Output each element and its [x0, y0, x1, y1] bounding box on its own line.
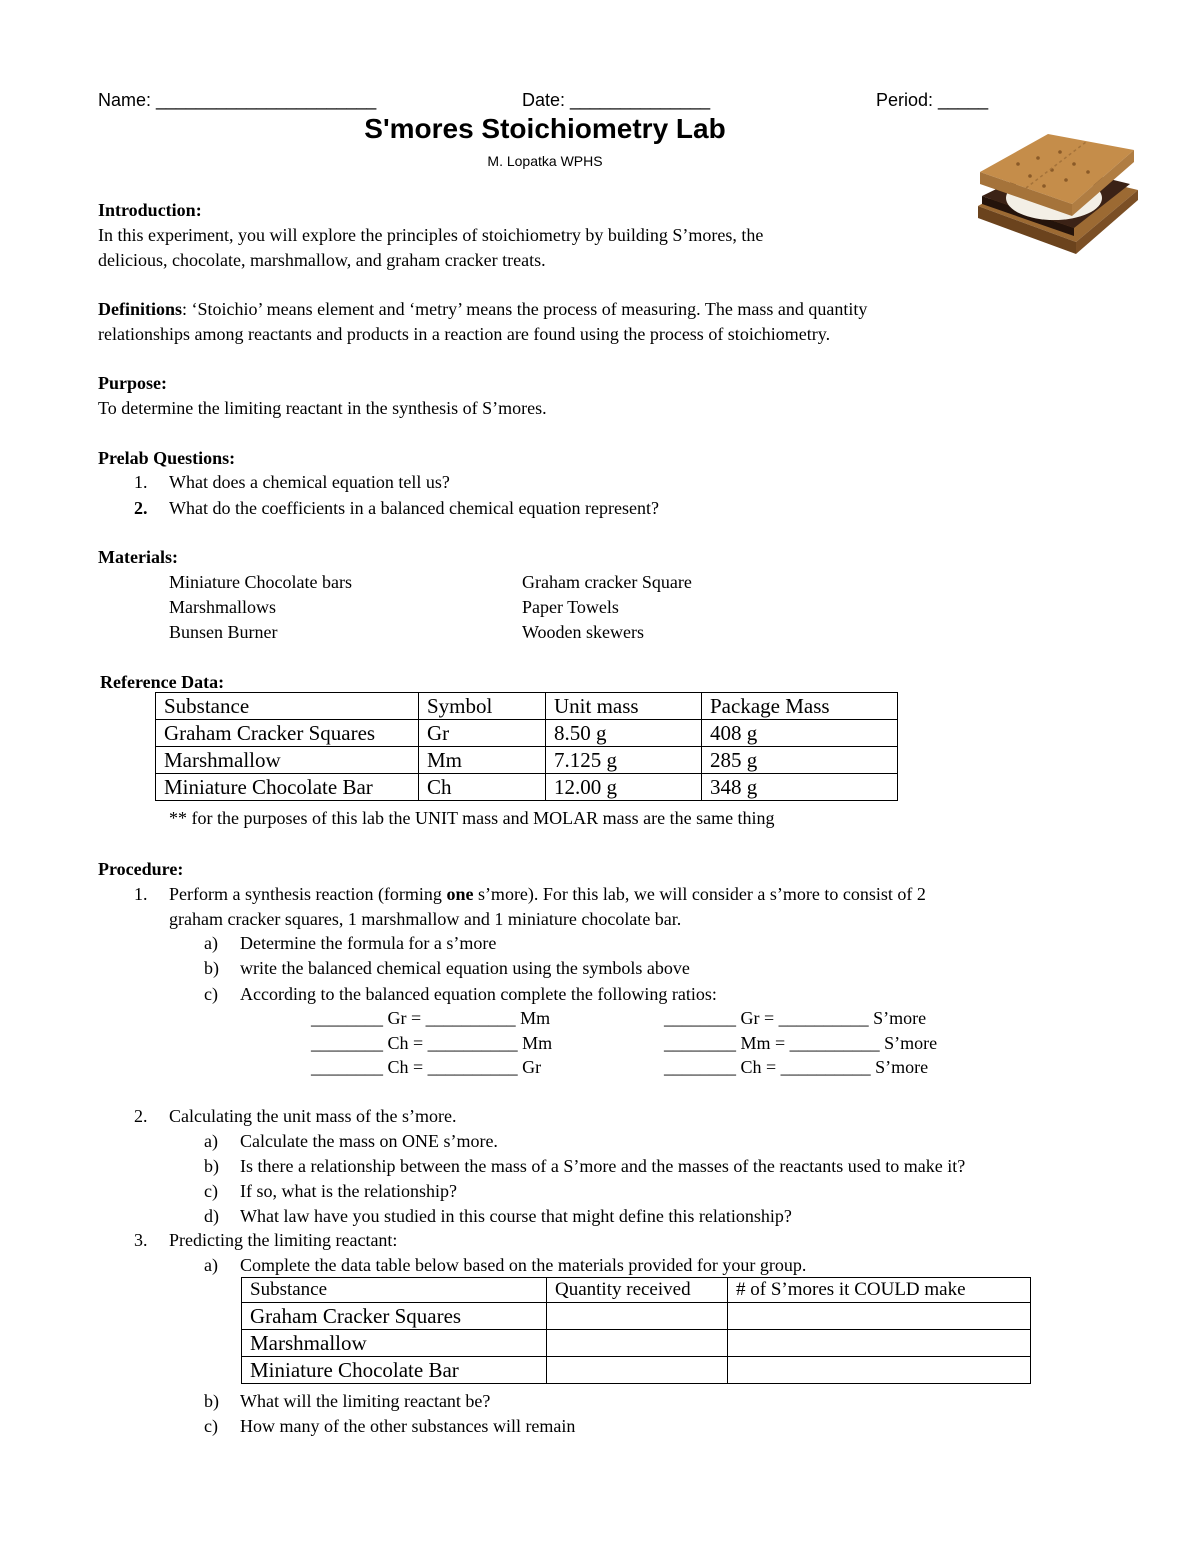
material-item: Paper Towels: [522, 597, 619, 617]
table-cell: Miniature Chocolate Bar: [242, 1357, 547, 1384]
procedure-step-1-line-2: graham cracker squares, 1 marshmallow and 1 miniature chocolate bar.: [169, 909, 682, 929]
table-cell: Marshmallow: [242, 1330, 547, 1357]
table-cell: 408 g: [702, 720, 898, 747]
table-cell: Ch: [419, 774, 546, 801]
table-header-cell: Substance: [156, 693, 419, 720]
author-subtitle: M. Lopatka WPHS: [487, 153, 603, 169]
procedure-number-1: 1.: [134, 884, 148, 904]
procedure-step-1: [169, 882, 926, 907]
procedure-number-3: 3.: [134, 1230, 148, 1250]
table-header-cell: Unit mass: [546, 693, 702, 720]
purpose-text: To determine the limiting reactant in the synthesis of S’mores.: [98, 398, 547, 418]
material-item: Bunsen Burner: [169, 622, 278, 642]
table-header-cell: Quantity received: [547, 1278, 728, 1303]
quantity-received-cell[interactable]: [547, 1303, 728, 1330]
sub-letter: c): [204, 1181, 218, 1201]
sub-letter: c): [204, 1416, 218, 1436]
introduction-heading: Introduction:: [98, 200, 202, 220]
prelab-number-1: 1.: [134, 472, 148, 492]
sub-letter: a): [204, 1131, 218, 1151]
table-cell: Miniature Chocolate Bar: [156, 774, 419, 801]
step-text: s’more). For this lab, we will consider a s’more to consist of 2: [473, 884, 926, 904]
sub-step: According to the balanced equation complete the following ratios:: [240, 984, 717, 1004]
smore-image: [968, 128, 1146, 266]
procedure-heading: Procedure:: [98, 859, 184, 879]
table-row: [156, 774, 898, 801]
ratio-blank-line: ________ Gr = __________ Mm: [311, 1008, 551, 1028]
material-item: Graham cracker Square: [522, 572, 692, 592]
sub-step: Is there a relationship between the mass of a S’more and the masses of the reactants used to make it?: [240, 1156, 966, 1176]
table-header-row: [242, 1278, 1031, 1303]
prelab-question-1: What does a chemical equation tell us?: [169, 472, 450, 492]
table-cell: 12.00 g: [546, 774, 702, 801]
sub-step: Calculate the mass on ONE s’more.: [240, 1131, 498, 1151]
sub-step: What will the limiting reactant be?: [240, 1391, 491, 1411]
table-row: [156, 720, 898, 747]
table-row: [156, 747, 898, 774]
table-cell: Mm: [419, 747, 546, 774]
prelab-question-2: What do the coefficients in a balanced chemical equation represent?: [169, 498, 659, 518]
introduction-line-1: In this experiment, you will explore the principles of stoichiometry by building S’mores, the: [98, 225, 764, 245]
sub-letter: a): [204, 933, 218, 953]
procedure-number-2: 2.: [134, 1106, 148, 1126]
ratio-blank-line: ________ Mm = __________ S’more: [664, 1033, 938, 1053]
table-header-cell: Symbol: [419, 693, 546, 720]
definitions-line-1: [98, 297, 867, 322]
reference-table: [155, 692, 898, 801]
step-emphasis: one: [446, 884, 474, 904]
date-field-label: Date: ______________: [522, 90, 711, 110]
materials-heading: Materials:: [98, 547, 178, 567]
smores-could-make-cell[interactable]: [728, 1303, 1031, 1330]
step-text: Perform a synthesis reaction (forming: [169, 884, 447, 904]
period-field-label: Period: _____: [876, 90, 989, 110]
sub-step: Determine the formula for a s’more: [240, 933, 497, 953]
table-row: [242, 1303, 1031, 1330]
table-cell: Marshmallow: [156, 747, 419, 774]
sub-letter: c): [204, 984, 218, 1004]
table-cell: 285 g: [702, 747, 898, 774]
sub-letter: b): [204, 1156, 219, 1176]
prelab-number-2: 2.: [134, 498, 148, 518]
definitions-text: : ‘Stoichio’ means element and ‘metry’ means the process of measuring. The mass and quantity: [182, 299, 868, 319]
reference-note: ** for the purposes of this lab the UNIT mass and MOLAR mass are the same thing: [169, 808, 775, 828]
definitions-label: Definitions: [98, 299, 183, 319]
sub-step: How many of the other substances will remain: [240, 1416, 576, 1436]
ratio-blank-line: ________ Gr = __________ S’more: [664, 1008, 927, 1028]
table-cell: Gr: [419, 720, 546, 747]
table-cell: Graham Cracker Squares: [242, 1303, 547, 1330]
quantity-received-cell[interactable]: [547, 1330, 728, 1357]
introduction-line-2: delicious, chocolate, marshmallow, and graham cracker treats.: [98, 250, 546, 270]
sub-letter: b): [204, 1391, 219, 1411]
sub-letter: d): [204, 1206, 219, 1226]
ratio-blank-line: ________ Ch = __________ S’more: [664, 1057, 929, 1077]
table-row: [242, 1357, 1031, 1384]
sub-letter: a): [204, 1255, 218, 1275]
sub-step: What law have you studied in this course that might define this relationship?: [240, 1206, 792, 1226]
table-header-cell: Package Mass: [702, 693, 898, 720]
ratio-blank-line: ________ Ch = __________ Mm: [311, 1033, 553, 1053]
prelab-heading: Prelab Questions:: [98, 448, 236, 468]
procedure-step-3: Predicting the limiting reactant:: [169, 1230, 398, 1250]
table-cell: 7.125 g: [546, 747, 702, 774]
ratio-blank-line: ________ Ch = __________ Gr: [311, 1057, 542, 1077]
material-item: Miniature Chocolate bars: [169, 572, 352, 592]
material-item: Marshmallows: [169, 597, 276, 617]
table-cell: 348 g: [702, 774, 898, 801]
smores-could-make-cell[interactable]: [728, 1357, 1031, 1384]
sub-step: write the balanced chemical equation using the symbols above: [240, 958, 690, 978]
group-data-table: [241, 1277, 1031, 1384]
page-title: S'mores Stoichiometry Lab: [364, 113, 726, 144]
table-header-row: [156, 693, 898, 720]
quantity-received-cell[interactable]: [547, 1357, 728, 1384]
definitions-line-2: relationships among reactants and products in a reaction are found using the process of stoichiometry.: [98, 324, 831, 344]
material-item: Wooden skewers: [522, 622, 645, 642]
smores-could-make-cell[interactable]: [728, 1330, 1031, 1357]
sub-step: Complete the data table below based on the materials provided for your group.: [240, 1255, 807, 1275]
reference-heading: Reference Data:: [100, 672, 225, 692]
table-header-cell: Substance: [242, 1278, 547, 1303]
sub-step: If so, what is the relationship?: [240, 1181, 457, 1201]
table-cell: 8.50 g: [546, 720, 702, 747]
table-cell: Graham Cracker Squares: [156, 720, 419, 747]
table-header-cell: # of S’mores it COULD make: [728, 1278, 1031, 1303]
name-field-label: Name: ______________________: [98, 90, 377, 110]
table-row: [242, 1330, 1031, 1357]
sub-letter: b): [204, 958, 219, 978]
procedure-step-2: Calculating the unit mass of the s’more.: [169, 1106, 457, 1126]
purpose-heading: Purpose:: [98, 373, 167, 393]
